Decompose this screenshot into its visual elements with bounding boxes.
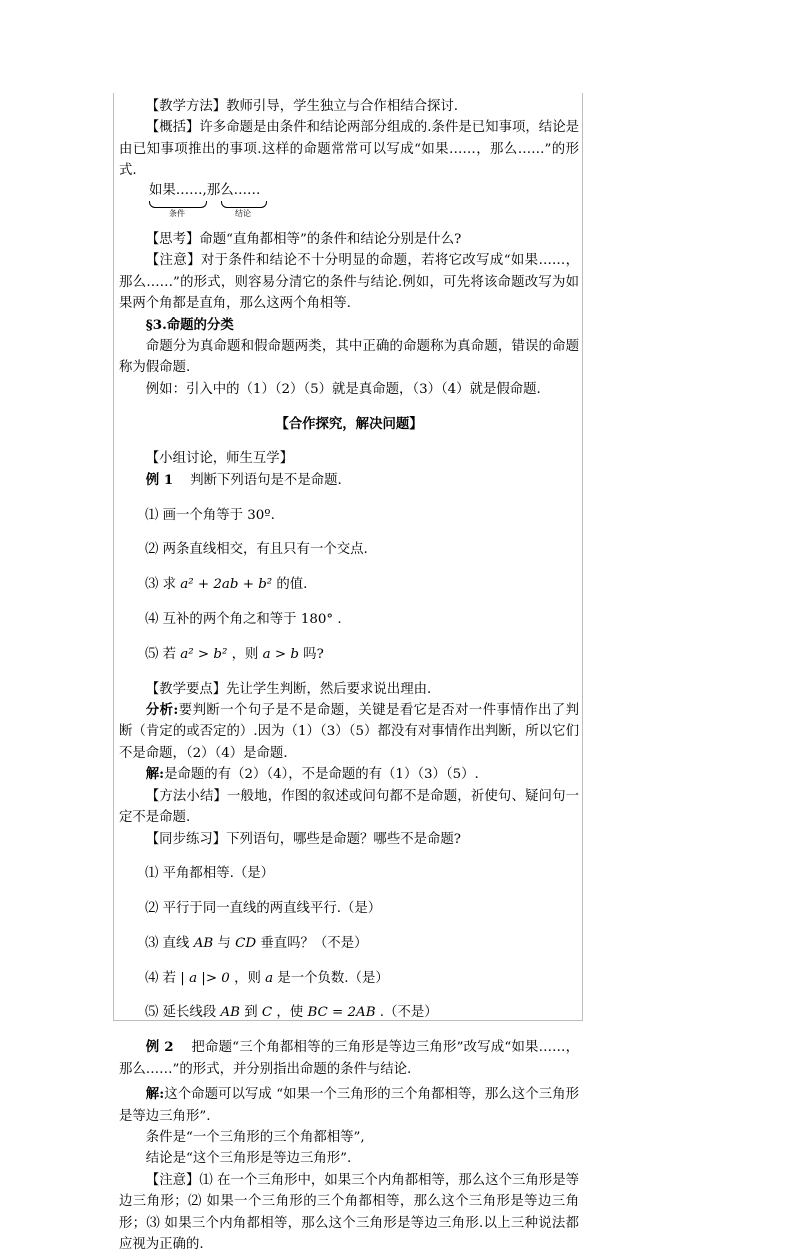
- practice-item-5-mid-1: 到: [239, 1005, 262, 1021]
- practice-item-5-math-1: AB: [220, 1005, 240, 1021]
- condition-label: 条件: [169, 208, 185, 218]
- solution-2-label: 解:: [145, 1086, 165, 1103]
- example-1-text: 判断下列语句是不是命题.: [190, 472, 342, 488]
- conclusion-label: 结论: [235, 208, 251, 218]
- solution-2-text: 这个命题可以写成 “如果一个三角形的三个角都相等，那么这个三角形是等边三角形”.: [119, 1087, 579, 1124]
- solution-1-label: 解:: [145, 766, 165, 783]
- teaching-points-paragraph: 【教学要点】先让学生判断，然后要求说出理由.: [145, 681, 432, 697]
- question-3-math: a² + 2ab + b²: [180, 577, 273, 593]
- practice-item-4-mid: ，则: [229, 970, 266, 986]
- practice-item-5: [119, 1002, 579, 1023]
- classification-paragraph: 命题分为真命题和假命题两类，其中正确的命题称为真命题，错误的命题称为假命题.: [119, 339, 579, 376]
- conclusion-brace: [221, 201, 267, 208]
- practice-item-4-pre: ⑷ 若: [145, 970, 181, 986]
- section-heading-classification: §3.命题的分类: [145, 316, 234, 333]
- question-4-post: .: [333, 612, 342, 628]
- example-1-label: 例 1: [145, 471, 174, 488]
- if-then-formula: [145, 182, 345, 222]
- example-intro-paragraph: 例如：引入中的（1）（2）（5）就是真命题，（3）（4）就是假命题.: [145, 381, 541, 397]
- question-4-pre: ⑷ 互补的两个角之和等于: [145, 612, 301, 628]
- question-3-pre: ⑶ 求: [145, 577, 181, 593]
- condition-statement: 条件是“一个三角形的三个角都相等”,: [145, 1129, 365, 1145]
- think-paragraph: 【思考】命题“直角都相等”的条件和结论分别是什么?: [145, 232, 462, 248]
- practice-item-5-math-3: BC = 2AB: [307, 1005, 376, 1021]
- practice-item-3-pre: ⑶ 直线: [145, 935, 194, 951]
- formula-text: 如果……,那么……: [149, 182, 261, 198]
- example-2-text: 把命题“三个角都相等的三角形是等边三角形”改写成“如果……，那么……”的形式，并分别指出命题的条件与结论.: [119, 1040, 579, 1077]
- question-2: ⑵ 两条直线相交，有且只有一个交点.: [145, 542, 368, 558]
- practice-item-3-mid: 与: [213, 935, 236, 951]
- document-body: [119, 96, 579, 1255]
- example-2: [119, 1037, 579, 1080]
- analysis-text: 要判断一个句子是不是命题，关键是看它是否对一件事情作出了判断（肯定的或否定的）.因为（1）（3）（5）都没有对事情作出判断，所以它们不是命题，（2）（4）是命题.: [119, 703, 579, 761]
- practice-item-4-post: 是一个负数.（是）: [273, 970, 389, 986]
- question-4-math: 180°: [300, 612, 334, 628]
- conclusion-statement: 结论是“这个三角形是等边三角形”.: [145, 1151, 352, 1167]
- analysis-paragraph: [119, 700, 579, 764]
- example-2-label: 例 2: [145, 1039, 174, 1056]
- question-1: ⑴ 画一个角等于 30º.: [145, 507, 275, 523]
- practice-paragraph: 【同步练习】下列语句，哪些是命题？哪些不是命题?: [145, 831, 461, 847]
- analysis-label: 分析:: [145, 702, 179, 719]
- note-paragraph-2: 【注意】⑴ 在一个三角形中，如果三个内角都相等，那么这个三角形是等边三角形；⑵ 如果一个三角形的三个角都相等，那么这个三角形是等边三角形；⑶ 如果三个内角都相等，那么这个三角形是等边三角形.以上三种说法都应视为正确的.: [119, 1172, 579, 1252]
- practice-item-4: [119, 968, 579, 989]
- teaching-method-paragraph: 【教学方法】教师引导，学生独立与合作相结合探讨.: [145, 99, 459, 114]
- question-5-mid: ，则: [227, 646, 263, 662]
- example-1: [119, 470, 579, 491]
- practice-item-5-math-2: C: [261, 1005, 273, 1021]
- practice-item-3: [119, 933, 579, 954]
- question-4: [119, 609, 579, 630]
- question-5-post: 吗?: [298, 646, 324, 662]
- note-paragraph-1: 【注意】对于条件和结论不十分明显的命题，若将它改写成“如果……，那么……”的形式，则容易分清它的条件与结论.例如，可先将该命题改写为如果两个角都是直角，那么这两个角相等.: [119, 253, 579, 312]
- solution-2-paragraph: [119, 1084, 579, 1127]
- practice-item-1: ⑴ 平角都相等.（是）: [145, 866, 275, 882]
- question-5-pre: ⑸ 若: [145, 646, 181, 662]
- practice-item-3-math-1: AB: [193, 935, 214, 951]
- solution-1-text: 是命题的有（2）（4），不是命题的有（1）（3）（5）.: [164, 767, 479, 783]
- practice-item-5-pre: ⑸ 延长线段: [145, 1005, 221, 1021]
- practice-item-2: ⑵ 平行于同一直线的两直线平行.（是）: [145, 901, 382, 917]
- group-discussion-paragraph: 【小组讨论，师生互学】: [145, 451, 294, 467]
- method-summary-paragraph: 【方法小结】一般地，作图的叙述或问句都不是命题，祈使句、疑问句一定不是命题.: [119, 788, 579, 826]
- condition-brace: [149, 201, 207, 208]
- solution-1-paragraph: [119, 764, 579, 785]
- practice-item-3-math-2: CD: [235, 935, 257, 951]
- question-5-math-2: a > b: [262, 646, 299, 662]
- question-3-post: 的值.: [272, 577, 308, 593]
- practice-item-4-math-2: a: [265, 970, 274, 986]
- summary-paragraph: 【概括】许多命题是由条件和结论两部分组成的.条件是已知事项，结论是由已知事项推出的事项.这样的命题常常可以写成“如果……，那么……”的形式.: [119, 120, 579, 179]
- explore-heading: 【合作探究，解决问题】: [275, 415, 423, 432]
- question-3: [119, 574, 579, 595]
- practice-item-5-post: .（不是）: [375, 1005, 438, 1021]
- practice-item-3-post: 垂直吗？（不是）: [256, 935, 368, 951]
- question-5-math-1: a² > b²: [180, 646, 228, 662]
- practice-item-4-math-1: | a |> 0: [180, 970, 230, 986]
- practice-item-5-mid-2: ，使: [272, 1005, 308, 1021]
- question-5: [119, 644, 579, 665]
